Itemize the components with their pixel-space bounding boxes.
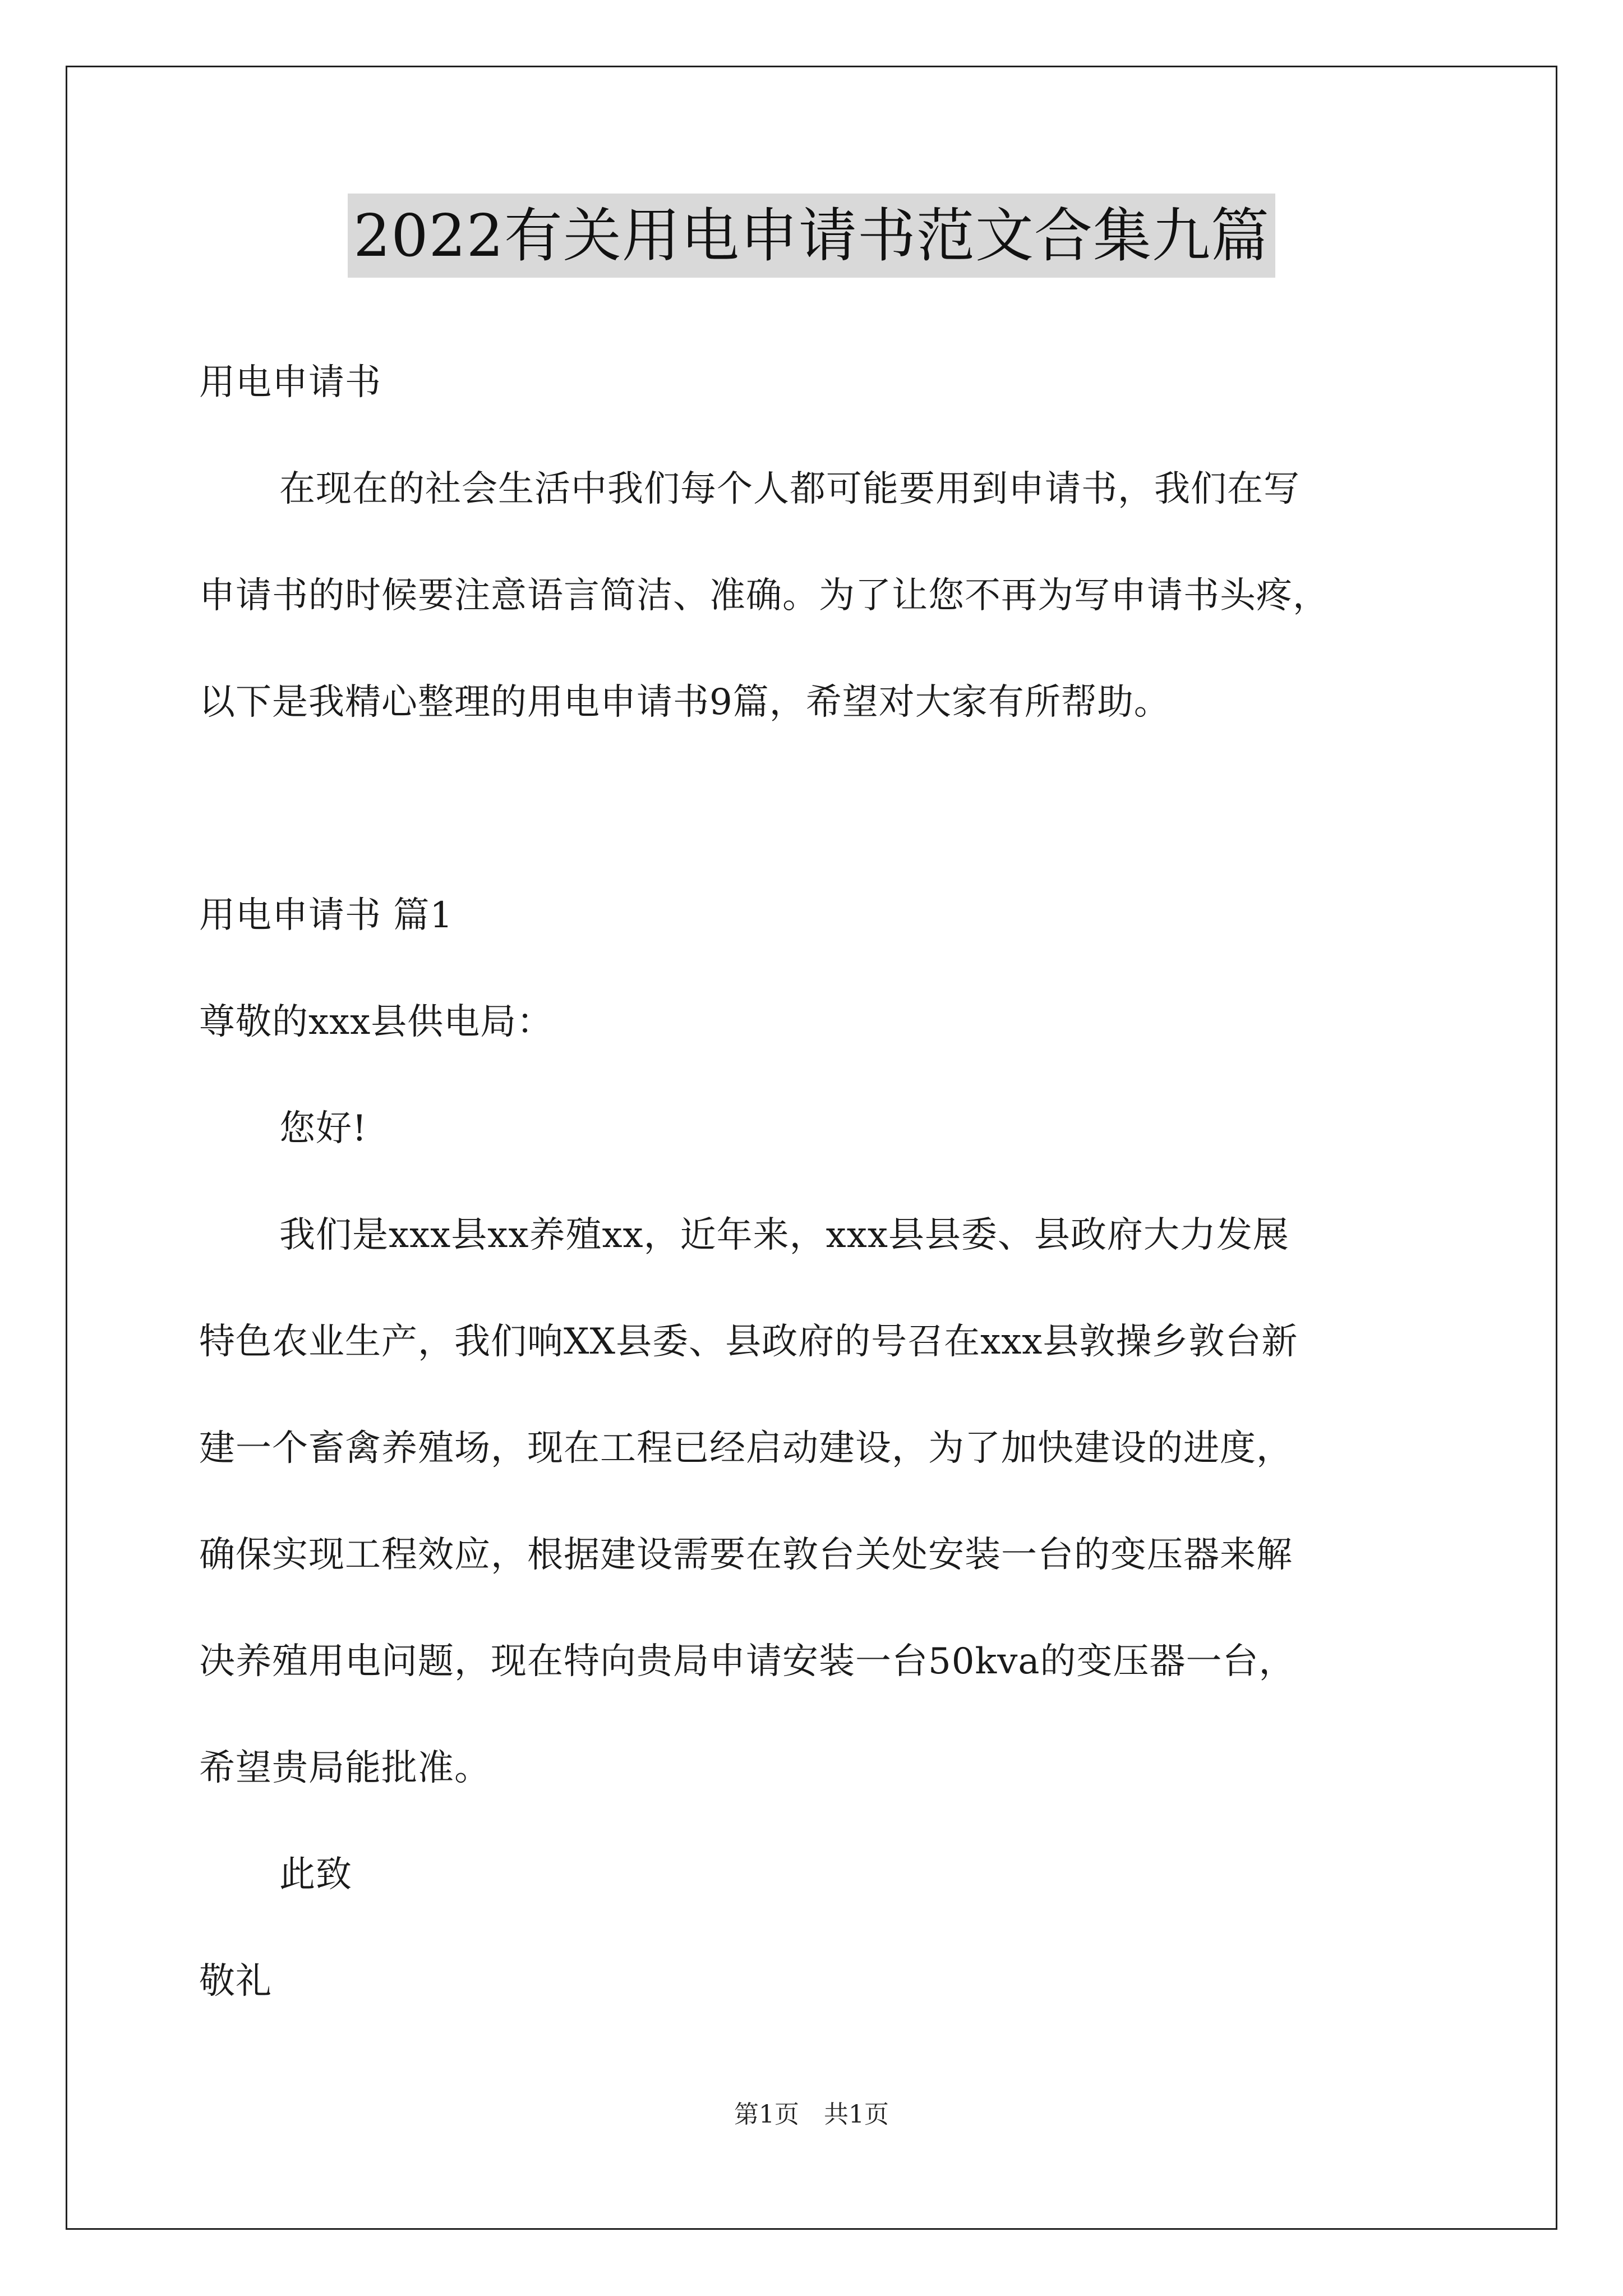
intro-line-3: 以下是我精心整理的用电申请书9篇，希望对大家有所帮助。 <box>199 682 1170 723</box>
body-line-2: 特色农业生产，我们响XX县委、县政府的号召在xxx县敦操乡敦台新 <box>199 1321 1298 1363</box>
salutation: 尊敬的xxx县供电局： <box>199 1001 554 1043</box>
intro-heading: 用电申请书 <box>199 362 381 403</box>
body-line-5: 决养殖用电问题，现在特向贵局申请安装一台50kva的变压器一台， <box>199 1641 1295 1682</box>
greeting: 您好! <box>279 1108 367 1149</box>
document-title: 2022有关用电申请书范文合集九篇 <box>348 194 1275 278</box>
intro-line-1: 在现在的社会生活中我们每个人都可能要用到申请书，我们在写 <box>279 468 1300 510</box>
body-line-1: 我们是xxx县xx养殖xx，近年来，xxx县县委、县政府大力发展 <box>279 1214 1289 1256</box>
body-line-3: 建一个畜禽养殖场，现在工程已经启动建设，为了加快建设的进度， <box>199 1428 1293 1469</box>
section-heading: 用电申请书 篇1 <box>199 895 454 936</box>
body-line-4: 确保实现工程效应，根据建设需要在敦台关处安装一台的变压器来解 <box>199 1534 1293 1576</box>
intro-line-2: 申请书的时候要注意语言简洁、准确。为了让您不再为写申请书头疼， <box>199 575 1329 616</box>
page-footer: 第1页 共1页 <box>734 2100 889 2129</box>
body-line-6: 希望贵局能批准。 <box>199 1747 491 1789</box>
closing-1: 此致 <box>279 1854 352 1895</box>
title-container <box>0 194 1623 278</box>
closing-2: 敬礼 <box>199 1961 272 2002</box>
